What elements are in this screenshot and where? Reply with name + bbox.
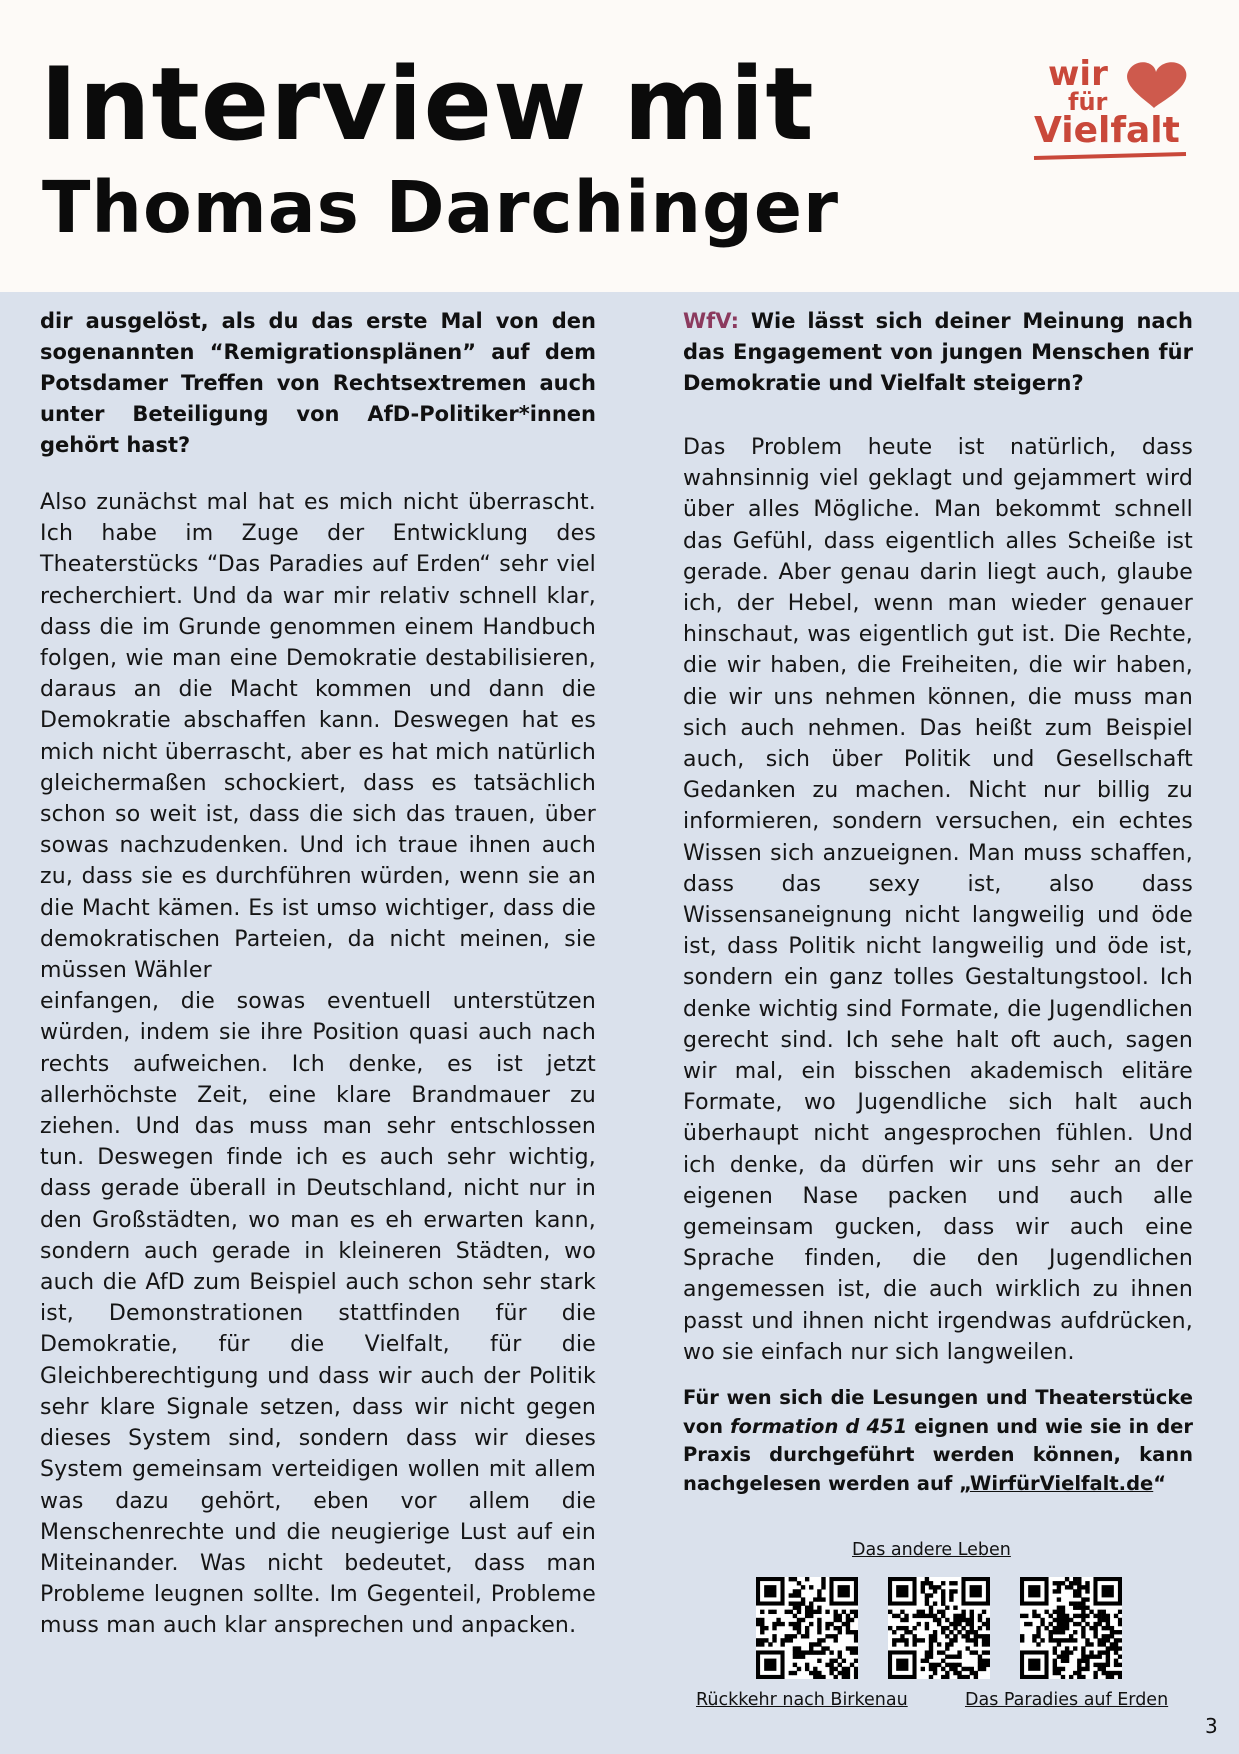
page-title-line1: Interview mit bbox=[40, 45, 815, 163]
interviewer-label: WfV: bbox=[683, 309, 740, 333]
right-column bbox=[683, 306, 1193, 1498]
logo-text-wir: wir bbox=[1048, 54, 1108, 94]
website-link[interactable]: WirfürVielfalt.de bbox=[969, 1471, 1154, 1495]
footer-text-2: eignen und wie sie in der Praxis durchgeführt werden können, kann nachgelesen werden auf „ bbox=[683, 1414, 1194, 1495]
answer-left-part1: Also zunächst mal hat es mich nicht überrascht. Ich habe im Zuge der Entwicklung des Theaterstücks “Das Paradies auf Erden“ sehr viel recherchiert. Und da war mir relativ schnell klar, dass die im Grunde genommen einem Handbuch folgen, wie man eine Demokratie destabilisieren, daraus an die Macht kommen und dann die Demokratie abschaffen kann. Deswegen hat es mich nicht überrascht, aber es hat mich natürlich gleichermaßen schockiert, dass es tatsächlich schon so weit ist, dass die sich das trauen, über sowas nachzudenken. Und ich traue ihnen auch zu, dass sie es durchführen würden, wenn sie an die Macht kämen. Es ist umso wichtiger, dass die demokratischen Parteien, da nicht meinen, sie müssen Wähler bbox=[40, 490, 596, 984]
footer-text-3: “ bbox=[1153, 1471, 1167, 1495]
heart-icon bbox=[1127, 62, 1186, 108]
qr-code-das-andere-leben[interactable] bbox=[888, 1577, 990, 1679]
underline-stroke bbox=[1034, 154, 1186, 158]
link-das-paradies-auf-erden[interactable]: Das Paradies auf Erden bbox=[965, 1690, 1169, 1710]
logo-text-fuer: für bbox=[1068, 88, 1108, 116]
answer-right: Das Problem heute ist natürlich, dass wahnsinnig viel geklagt und gejammert wird über alles Mögliche. Man bekommt schnell das Gefühl, dass eigentlich alles Scheiße ist gerade. Aber genau darin liegt auch, glaube ich, der Hebel, wenn man wieder genauer hinschaut, was eigentlich gut ist. Die Rechte, die wir haben, die Freiheiten, die wir haben, die wir uns nehmen können, die muss man sich auch nehmen. Das heißt zum Beispiel auch, sich über Politik und Gesellschaft Gedanken zu machen. Nicht nur billig zu informieren, sondern versuchen, ein echtes Wissen sich anzueignen. Man muss schaffen, dass das sexy ist, also dass Wissensaneignung nicht langweilig und öde ist, dass Politik nicht langweilig und öde ist, sondern ein ganz tolles Gestaltungstool. Ich denke wichtig sind Formate, die Jugendlichen gerecht sind. Ich sehe halt oft auch, sagen wir mal, ein bisschen akademisch elitäre Formate, wo Jugendliche sich halt auch überhaupt nicht angesprochen fühlen. Und ich denke, da dürfen wir uns sehr an der eigenen Nase packen und auch alle gemeinsam gucken, dass wir auch eine Sprache finden, die den Jugendlichen angemessen ist, die auch wirklich zu ihnen passt und ihnen nicht irgendwas aufdrücken, wo sie einfach nur sich langweilen. bbox=[683, 435, 1193, 1365]
footer-note bbox=[683, 1384, 1193, 1498]
link-das-andere-leben[interactable]: Das andere Leben bbox=[852, 1540, 1011, 1560]
question-left: dir ausgelöst, als du das erste Mal von den sogenannten “Remigrationsplänen” auf dem Potsdamer Treffen von Rechtsextremen auch unter Beteiligung von AfD-Politiker*innen gehört hast? bbox=[40, 309, 596, 457]
answer-left-part2: einfangen, die sowas eventuell unterstützen würden, indem sie ihre Position quasi auch nach rechts aufweichen. Ich denke, es ist jetzt allerhöchste Zeit, eine klare Brandmauer zu ziehen. Und das muss man sehr entschlossen tun. Deswegen finde ich es auch sehr wichtig, dass gerade überall in Deutschland, nicht nur in den Großstädten, wo man es eh erwarten kann, sondern auch gerade in kleineren Städten, wo auch die AfD zum Beispiel auch schon sehr stark ist, Demonstrationen stattfinden für die Demokratie, für die Vielfalt, für die Gleichberechtigung und dass wir auch der Politik sehr klare Signale setzen, dass wir nicht gegen dieses System sind, sondern dass wir dieses System gemeinsam verteidigen wollen mit allem was dazu gehört, eben vor allem die Menschenrechte und die neugierige Lust auf ein Miteinander. Was nicht bedeutet, dass man Probleme leugnen sollte. Im Gegenteil, Probleme muss man auch klar ansprechen und anpacken. bbox=[40, 989, 596, 1639]
question-right-text: Wie lässt sich deiner Meinung nach das Engagement von jungen Menschen für Demokratie und Vielfalt steigern? bbox=[683, 309, 1193, 395]
page-title-line2: Thomas Darchinger bbox=[42, 166, 839, 249]
qr-code-rueckkehr[interactable] bbox=[756, 1577, 858, 1679]
qr-code-paradies[interactable] bbox=[1020, 1577, 1122, 1679]
header bbox=[0, 0, 1239, 292]
footer-italic: formation d 451 bbox=[730, 1414, 908, 1438]
logo-text-vielfalt: Vielfalt bbox=[1034, 110, 1180, 151]
footer-text-1: Für wen sich die Lesungen und Theaterstücke von bbox=[683, 1386, 1193, 1438]
question-right bbox=[683, 306, 1193, 399]
left-column bbox=[40, 306, 596, 1642]
wir-fuer-vielfalt-logo bbox=[1030, 50, 1200, 170]
link-rueckkehr-nach-birkenau[interactable]: Rückkehr nach Birkenau bbox=[696, 1690, 908, 1710]
page-number: 3 bbox=[1205, 1714, 1218, 1738]
